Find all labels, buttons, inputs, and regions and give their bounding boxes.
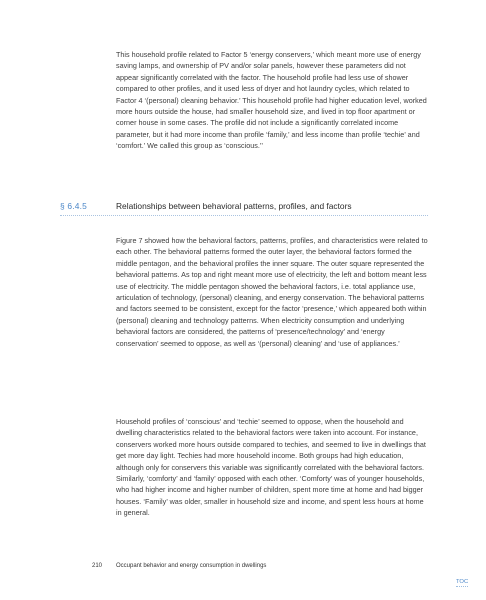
section-title: Relationships between behavioral patterns, profiles, and factors (116, 201, 352, 211)
page-number: 210 (92, 563, 103, 569)
toc-link[interactable]: TOC (456, 579, 469, 585)
section-number: § 6.4.5 (60, 201, 88, 211)
paragraph-text: Household profiles of ‘conscious’ and ‘techie’ seemed to oppose, when the household and dwelling characteristics related to the behavioral factors were taken into account. For instance, conservers worked more hours outside compared to techies, and seemed to live in dwellings that get more day light. Techies had more household income. Both groups had high education, although only for conservers this variable was significantly correlated with the behavioral factors. Similarly, ‘comforty’ and ‘family’ opposed with each other. ‘Comforty’ was of younger households, who had higher income and higher number of children, spent more time at home and had bigger houses. ‘Family’ was older, smaller in household size and income, and spent less hours at home in general. (116, 417, 426, 518)
body-paragraph-2 (116, 235, 429, 349)
body-paragraph-1 (116, 49, 429, 152)
running-footer-title: Occupant behavior and energy consumption in dwellings (116, 563, 267, 569)
section-heading (60, 201, 428, 216)
paragraph-text: Figure 7 showed how the behavioral factors, patterns, profiles, and characteristics were related to each other. The behavioral patterns formed the outer layer, the behavioral factors formed the middle pentagon, and the behavioral profiles the inner square. The outer square represented the behavioral patterns. As top and right meant more use of electricity, the left and bottom meant less use of electricity. The middle pentagon showed the behavioral factors, i.e. total appliance use, articulation of technology, (personal) cleaning, and energy conservation. The behavioral patterns and factors seemed to be consistent, except for the factor ‘presence,’ which appeared both within (personal) cleaning and technology patterns. When electricity consumption and underlying behavioral factors are considered, the patterns of ‘presence/technology’ and ‘energy conservation’ seemed to oppose, as well as ‘(personal) cleaning’ and ‘use of appliances.’ (116, 236, 428, 348)
paragraph-text: This household profile related to Factor 5 ‘energy conservers,’ which meant more use of energy saving lamps, and ownership of PV and/or solar panels, however these parameters did not appear significantly correlated with the factor. The household profile had less use of shower compared to other profiles, and it used less of dryer and hot laundry cycles, which related to Factor 4 ‘(personal) cleaning behavior.’ This household profile had higher education level, worked more hours outside the house, had smaller household size, and lived in top floor apartment or corner house in some cases. The profile did not include a significantly correlated income parameter, but it had more income than profile ‘family,’ and less income than profile ‘techie’ and ‘comfort.’ We called this group as ‘conscious.’’ (116, 50, 427, 151)
body-paragraph-3 (116, 416, 429, 519)
